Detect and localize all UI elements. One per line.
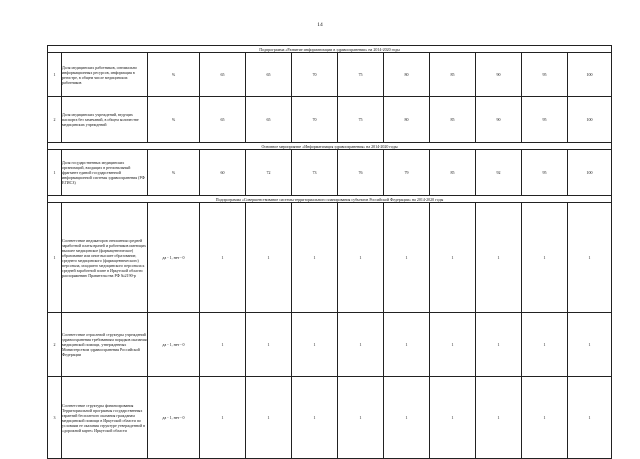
value-cell: 1	[384, 313, 430, 377]
unit-cell: %	[148, 97, 200, 143]
value-cell: 1	[476, 203, 522, 313]
value-cell: 92	[476, 150, 522, 196]
value-cell: 100	[568, 97, 612, 143]
value-cell: 65	[200, 97, 246, 143]
section-title: Основное мероприятие «Информатизация здравоохранения» на 2014-2020 годы	[48, 143, 612, 150]
row-number: 1	[48, 53, 62, 97]
value-cell: 1	[568, 313, 612, 377]
section-header-row	[48, 143, 612, 150]
value-cell: 85	[430, 150, 476, 196]
indicator-name: Соответствие структуры финансирования Территориальной программы государственных гарантий бесплатного оказания гражданам медицинской помощи в Иркутской области по условиям ее оказания структуре утвержденной в «дорожной карте» Иркутской области	[62, 377, 148, 459]
value-cell: 1	[338, 313, 384, 377]
unit-cell: %	[148, 53, 200, 97]
value-cell: 76	[338, 150, 384, 196]
value-cell: 65	[200, 53, 246, 97]
value-cell: 80	[384, 97, 430, 143]
value-cell: 1	[430, 377, 476, 459]
value-cell: 1	[246, 377, 292, 459]
value-cell: 79	[384, 150, 430, 196]
value-cell: 90	[476, 53, 522, 97]
value-cell: 1	[384, 377, 430, 459]
value-cell: 1	[384, 203, 430, 313]
value-cell: 1	[430, 313, 476, 377]
value-cell: 60	[200, 150, 246, 196]
value-cell: 85	[430, 97, 476, 143]
indicator-name: Доля медицинских учреждений, ведущих паспорта без замечаний, в общем количестве медицинских учреждений	[62, 97, 148, 143]
table-row	[48, 377, 612, 459]
table-row	[48, 150, 612, 196]
row-number: 1	[48, 203, 62, 313]
table-row	[48, 53, 612, 97]
section-header-row	[48, 196, 612, 203]
indicator-name: Соответствие индикаторов отношения средней заработной платы врачей и работников имеющих высшее медицинское (фармацевтическое) образование или иное высшее образование, среднего медицинского (фармацевтического) персонала, младшего медицинского персонала к средней заработной плате в Иркутской области распоряжению Правительства РФ №2190-р	[62, 203, 148, 313]
table-row	[48, 203, 612, 313]
value-cell: 1	[476, 377, 522, 459]
value-cell: 1	[200, 377, 246, 459]
value-cell: 95	[522, 150, 568, 196]
unit-cell: да - 1, нет - 0	[148, 313, 200, 377]
value-cell: 1	[200, 313, 246, 377]
indicator-name: Соответствие отраслевой структуры учреждений здравоохранения требованиям порядков оказания медицинской помощи, утвержденных Министерством здравоохранения Российской Федерации	[62, 313, 148, 377]
value-cell: 1	[292, 203, 338, 313]
section-header-row	[48, 46, 612, 53]
value-cell: 1	[292, 377, 338, 459]
row-number: 1	[48, 150, 62, 196]
value-cell: 1	[338, 377, 384, 459]
indicator-name: Доля медицинских работников, оптимально информационных ресурсов, информация в регистре, в общем числе медицинских работников	[62, 53, 148, 97]
unit-cell: да - 1, нет - 0	[148, 203, 200, 313]
value-cell: 1	[246, 313, 292, 377]
value-cell: 75	[338, 97, 384, 143]
value-cell: 65	[246, 53, 292, 97]
value-cell: 80	[384, 53, 430, 97]
row-number: 2	[48, 313, 62, 377]
unit-cell: да - 1, нет - 0	[148, 377, 200, 459]
row-number: 3	[48, 377, 62, 459]
value-cell: 73	[292, 150, 338, 196]
value-cell: 1	[430, 203, 476, 313]
value-cell: 1	[476, 313, 522, 377]
value-cell: 1	[292, 313, 338, 377]
value-cell: 100	[568, 150, 612, 196]
indicators-table	[47, 45, 612, 459]
section-title: Подпрограмма «Совершенствование системы территориального планирования субъектов Российской Федерации» на 2014-2020 годы	[48, 196, 612, 203]
value-cell: 1	[568, 377, 612, 459]
value-cell: 100	[568, 53, 612, 97]
table-row	[48, 313, 612, 377]
unit-cell: %	[148, 150, 200, 196]
value-cell: 1	[522, 377, 568, 459]
value-cell: 72	[246, 150, 292, 196]
value-cell: 1	[568, 203, 612, 313]
value-cell: 70	[292, 53, 338, 97]
value-cell: 1	[522, 203, 568, 313]
table-row	[48, 97, 612, 143]
value-cell: 95	[522, 53, 568, 97]
value-cell: 1	[522, 313, 568, 377]
value-cell: 75	[338, 53, 384, 97]
value-cell: 1	[200, 203, 246, 313]
page-number: 14	[317, 22, 323, 28]
value-cell: 90	[476, 97, 522, 143]
value-cell: 95	[522, 97, 568, 143]
value-cell: 1	[338, 203, 384, 313]
value-cell: 85	[430, 53, 476, 97]
value-cell: 1	[246, 203, 292, 313]
row-number: 2	[48, 97, 62, 143]
indicator-name: Доля государственных медицинских организаций, входящих в региональный фрагмент единой государственной информационной системы здравоохранения (РФ ЕГИСЗ)	[62, 150, 148, 196]
value-cell: 65	[246, 97, 292, 143]
section-title: Подпрограмма «Развитие информатизации в здравоохранении» на 2014-2020 годы	[48, 46, 612, 53]
value-cell: 70	[292, 97, 338, 143]
